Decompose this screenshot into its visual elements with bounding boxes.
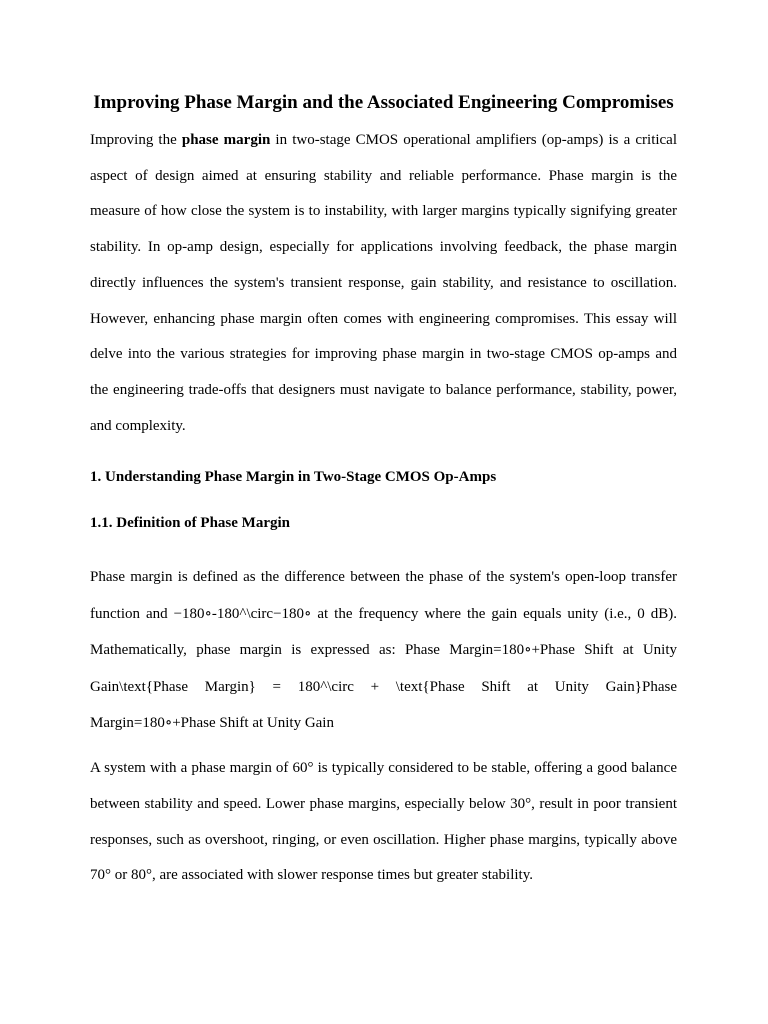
- intro-bold-term: phase margin: [181, 132, 271, 148]
- section-1-1-heading: 1.1. Definition of Phase Margin: [90, 515, 290, 532]
- intro-paragraph: [90, 123, 677, 444]
- document-page: [90, 90, 677, 894]
- stability-paragraph: A system with a phase margin of 60° is typically considered to be stable, offering a good balance between stability and speed. Lower phase margins, especially below 30°, result in poor transient responses, such as overshoot, ringing, or even oscillation. Higher phase margins, typically above 70° or 80°, are associated with slower response times but greater stability.: [90, 760, 677, 884]
- document-title: Improving Phase Margin and the Associated Engineering Compromises: [93, 92, 674, 113]
- section-1-heading: 1. Understanding Phase Margin in Two-Stage CMOS Op-Amps: [90, 469, 497, 486]
- definition-paragraph: Phase margin is defined as the difference between the phase of the system's open-loop transfer function and −180∘-180^\circ−180∘ at the frequency where the gain equals unity (i.e., 0 dB). Mathematically, phase margin is expressed as: Phase Margin=180∘+Phase Shift at Unity Gain\text{Phase Margin} = 180^\circ + \text{Phase Shift at Unity Gain}Phase Margin=180∘+Phase Shift at Unity Gain: [90, 569, 677, 731]
- intro-lead: Improving the: [90, 132, 182, 148]
- intro-rest: in two-stage CMOS operational amplifiers (op-amps) is a critical aspect of design aimed at ensuring stability and reliable performance. Phase margin is the measure of how close the system is to instability, with larger margins typically signifying greater stability. In op-amp design, especially for applications involving feedback, the phase margin directly influences the system's transient response, gain stability, and resistance to oscillation. However, enhancing phase margin often comes with engineering compromises. This essay will delve into the various strategies for improving phase margin in two-stage CMOS op-amps and the engineering trade-offs that designers must navigate to balance performance, stability, power, and complexity.: [90, 132, 678, 434]
